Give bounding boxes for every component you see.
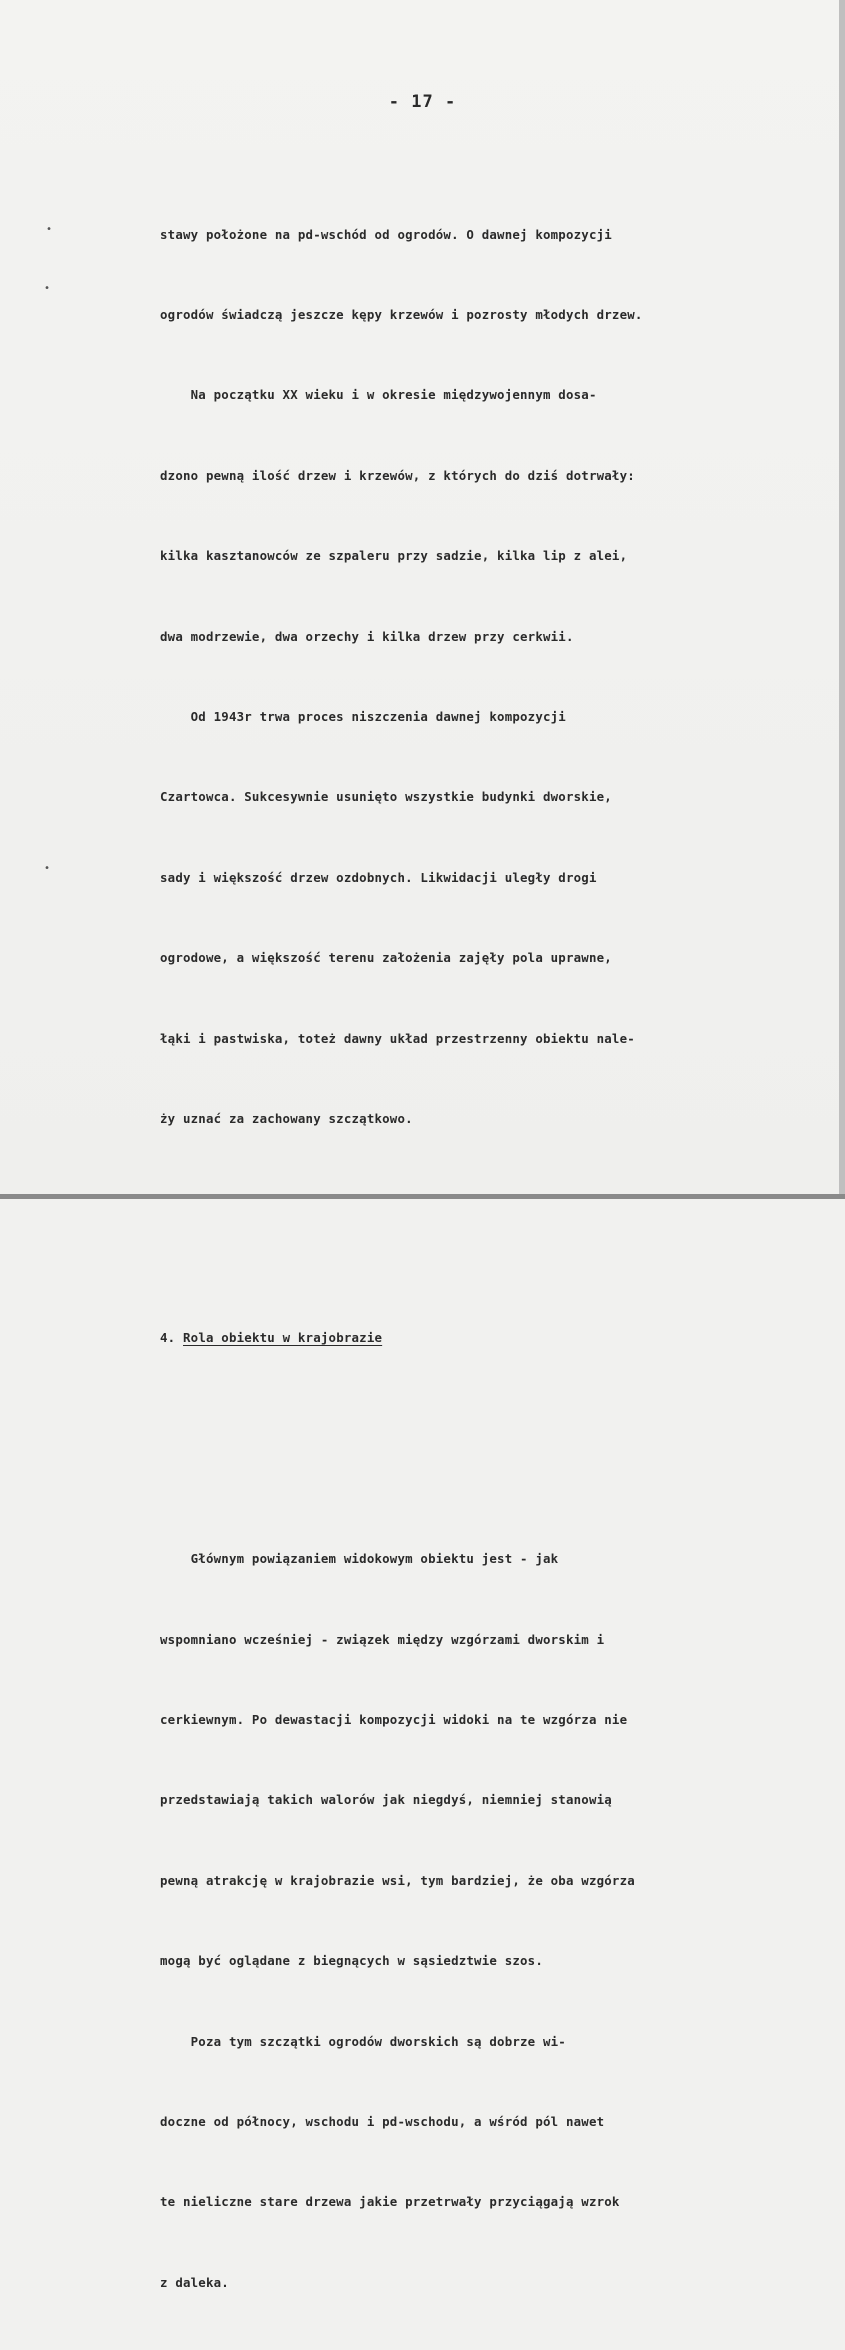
- text-line: dzono pewną ilość drzew i krzewów, z których do dziś dotrwały:: [160, 467, 635, 483]
- document-body: [160, 168, 800, 2350]
- text-line: z daleka.: [160, 2274, 229, 2290]
- text-line: doczne od północy, wschodu i pd-wschodu, a wśród pól nawet: [160, 2113, 605, 2129]
- text-line: łąki i pastwiska, toteż dawny układ przestrzenny obiektu nale-: [160, 1030, 635, 1046]
- text-line: ży uznać za zachowany szczątkowo.: [160, 1110, 413, 1126]
- text-line: ogrodowe, a większość terenu założenia zajęły pola uprawne,: [160, 950, 612, 966]
- text-line: sady i większość drzew ozdobnych. Likwidacji uległy drogi: [160, 869, 597, 885]
- section-heading: [160, 1325, 800, 1353]
- section-gap: [160, 1434, 800, 1466]
- text-line: kilka kasztanowców ze szpaleru przy sadzie, kilka lip z alei,: [160, 548, 628, 564]
- text-line: Poza tym szczątki ogrodów dworskich są dobrze wi-: [160, 2033, 566, 2049]
- margin-mark: •: [46, 224, 53, 235]
- margin-mark: •: [44, 283, 51, 294]
- text-line: Czartowca. Sukcesywnie usunięto wszystkie budynki dworskie,: [160, 789, 612, 805]
- text-line: cerkiewnym. Po dewastacji kompozycji widoki na te wzgórza nie: [160, 1712, 628, 1728]
- text-line: Głównym powiązaniem widokowym obiektu jest - jak: [160, 1551, 559, 1567]
- text-line: stawy położone na pd-wschód od ogrodów. O dawnej kompozycji: [160, 226, 612, 242]
- text-line: dwa modrzewie, dwa orzechy i kilka drzew przy cerkwii.: [160, 628, 574, 644]
- text-line: Na początku XX wieku i w okresie międzywojennym dosa-: [160, 387, 597, 403]
- text-line: Od 1943r trwa proces niszczenia dawnej kompozycji: [160, 708, 566, 724]
- text-line: wspomniano wcześniej - związek między wzgórzami dworskim i: [160, 1631, 605, 1647]
- text-line: mogą być oglądane z biegnących w sąsiedztwie szos.: [160, 1953, 543, 1969]
- text-line: te nieliczne stare drzewa jakie przetrwały przyciągają wzrok: [160, 2194, 620, 2210]
- text-line: ogrodów świadczą jeszcze kępy krzewów i pozrosty młodych drzew.: [160, 306, 643, 322]
- section-title: Rola obiektu w krajobrazie: [183, 1330, 383, 1346]
- section-number: 4.: [160, 1330, 176, 1346]
- text-line: pewną atrakcję w krajobrazie wsi, tym bardziej, że oba wzgórza: [160, 1872, 635, 1888]
- scan-edge-bottom: [0, 1194, 845, 1199]
- scan-edge-right: [839, 0, 845, 1199]
- text-line: przedstawiają takich walorów jak niegdyś, niemniej stanowią: [160, 1792, 612, 1808]
- section-gap: [160, 1213, 800, 1245]
- margin-mark: •: [44, 863, 51, 874]
- page-number: - 17 -: [388, 92, 457, 112]
